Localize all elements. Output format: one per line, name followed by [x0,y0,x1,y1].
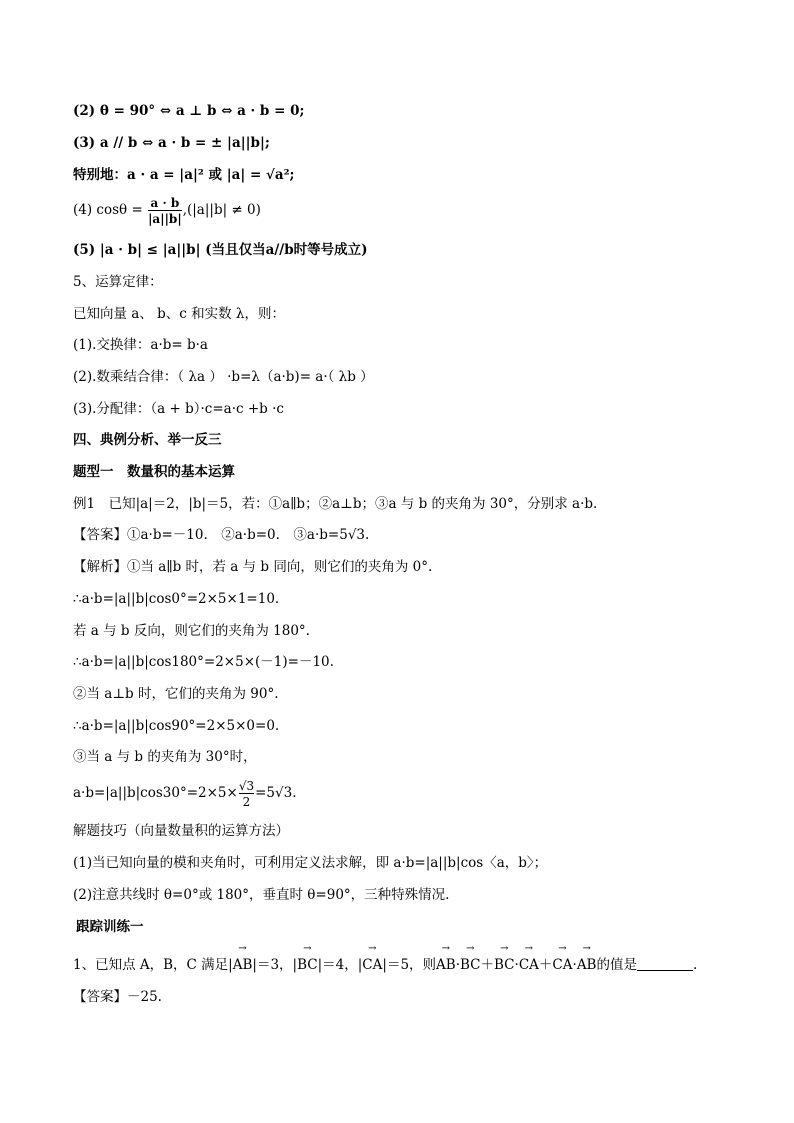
arrow-icon: → [303,943,312,954]
q1-part-f: 的值是 [596,957,637,973]
example-1-analysis: 【解析】①当 a∥b 时，若 a 与 b 同向，则它们的夹角为 0°. [73,559,433,575]
vector-ca-2-label: CA [518,957,539,973]
arrow-icon: → [441,943,451,954]
practice-1-heading: 跟踪训练一 [76,919,144,935]
vector-ab-2-label: AB [436,957,456,973]
analysis-line-7 [73,776,754,810]
vector-ca-3 [552,943,573,975]
associative-law: (2).数乘结合律：（ λa ） ·b=λ（a·b)= a·（ λb ） [73,369,374,385]
analysis-line-2: 若 a 与 b 反向，则它们的夹角为 180°. [73,623,310,639]
example-1: 例1 已知|a|＝2，|b|＝5，若：①a∥b；②a⊥b；③a 与 b 的夹角为 30°，分别求 a·b. [73,496,598,512]
tip-1: (1)当已知向量的模和夹角时，可利用定义法求解，即 a·b=|a||b|cos〈a，b〉； [73,855,548,871]
answer-blank [637,956,693,971]
cos-fraction [148,196,182,226]
plus-operator: ＋ [480,957,495,973]
arrow-icon: → [238,943,247,954]
arrow-icon: → [466,943,475,954]
vector-ca [362,943,383,975]
commutative-law: (1).交换律：a·b= b·a [73,337,208,353]
analysis-line-1: ∴a·b=|a||b|cos0°=2×5×1=10. [73,591,280,607]
arrow-icon: → [558,943,567,954]
plus-operator: ＋ [538,957,553,973]
arrow-icon: → [524,943,534,954]
q1-part-b: |＝3，| [252,957,298,973]
dot-operator: · [455,957,460,973]
q1-part-g: . [692,957,698,973]
special-case: 特别地：a · a = |a|² 或 |a| = √a²; [73,167,295,183]
vector-ab-2 [436,943,456,975]
q1-part-c: |＝4，| [317,957,363,973]
arrow-icon: → [368,943,377,954]
vector-bc-2-label: BC [460,957,481,973]
arrow-icon: → [582,943,591,954]
property-2: (2) θ = 90° ⇔ a ⊥ b ⇔ a · b = 0; [73,103,305,119]
cos-fraction-denominator: |a||b| [148,211,182,226]
section-4-heading: 四、典例分析、举一反三 [73,432,222,448]
q1-part-a: 1、已知点 A，B，C 满足| [73,957,233,973]
vector-ab-3-label: AB [576,957,597,973]
cos-fraction-numerator: a · b [150,195,180,210]
example-1-answer: 【答案】①a·b=－10. ②a·b=0. ③a·b=5√3. [73,527,370,543]
analysis-line-4: ②当 a⊥b 时，它们的夹角为 90°. [73,686,279,702]
vector-bc [297,943,318,975]
property-3: (3) a // b ⇔ a · b = ± |a||b|; [73,135,270,151]
analysis-line-3: ∴a·b=|a||b|cos180°=2×5×(－1)=－10. [73,654,334,670]
known-vectors: 已知向量 a、 b、c 和实数 λ，则： [73,306,285,322]
dot-operator: · [514,957,519,973]
analysis-line-5: ∴a·b=|a||b|cos90°=2×5×0=0. [73,718,280,734]
sqrt3-denominator: 2 [239,793,254,809]
property-4-prefix: (4) cosθ = [73,202,148,218]
vector-bc-3-label: BC [494,957,515,973]
distributive-law: (3).分配律：（a + b）·c=a·c +b ·c [73,401,284,417]
vector-ab [232,943,253,975]
property-4 [73,195,754,226]
arrow-icon: → [500,943,509,954]
vector-bc-label: BC [297,957,318,973]
vector-ab-label: AB [232,957,253,973]
vector-ab-3 [576,943,597,975]
vector-ca-label: CA [362,957,383,973]
analysis-line-6: ③当 a 与 b 的夹角为 30°时， [73,749,257,765]
q1-part-d: |＝5，则 [382,957,437,973]
analysis-line-7-suffix: =5√3. [255,785,297,801]
topic-1-heading: 题型一 数量积的基本运算 [73,464,235,480]
practice-1-answer: 【答案】－25. [73,989,162,1005]
vector-ca-3-label: CA [552,957,573,973]
property-4-suffix: ,(|a||b| ≠ 0) [182,202,261,218]
tip-2: (2)注意共线时 θ=0°或 180°，垂直时 θ=90°，三种特殊情况. [73,887,450,903]
practice-question-1 [73,943,754,975]
analysis-line-7-prefix: a·b=|a||b|cos30°=2×5× [73,785,238,801]
vector-bc-2 [460,943,481,975]
dot-operator: · [572,957,577,973]
tips-heading: 解题技巧（向量数量积的运算方法） [73,823,289,839]
vector-ca-2 [518,943,539,975]
property-5: (5) |a · b| ≤ |a||b| (当且仅当a//b时等号成立) [73,242,368,258]
section-5-heading: 5、运算定律： [73,274,163,290]
sqrt3-over-2 [239,779,254,809]
sqrt3-numerator: √3 [238,778,255,793]
vector-bc-3 [494,943,515,975]
